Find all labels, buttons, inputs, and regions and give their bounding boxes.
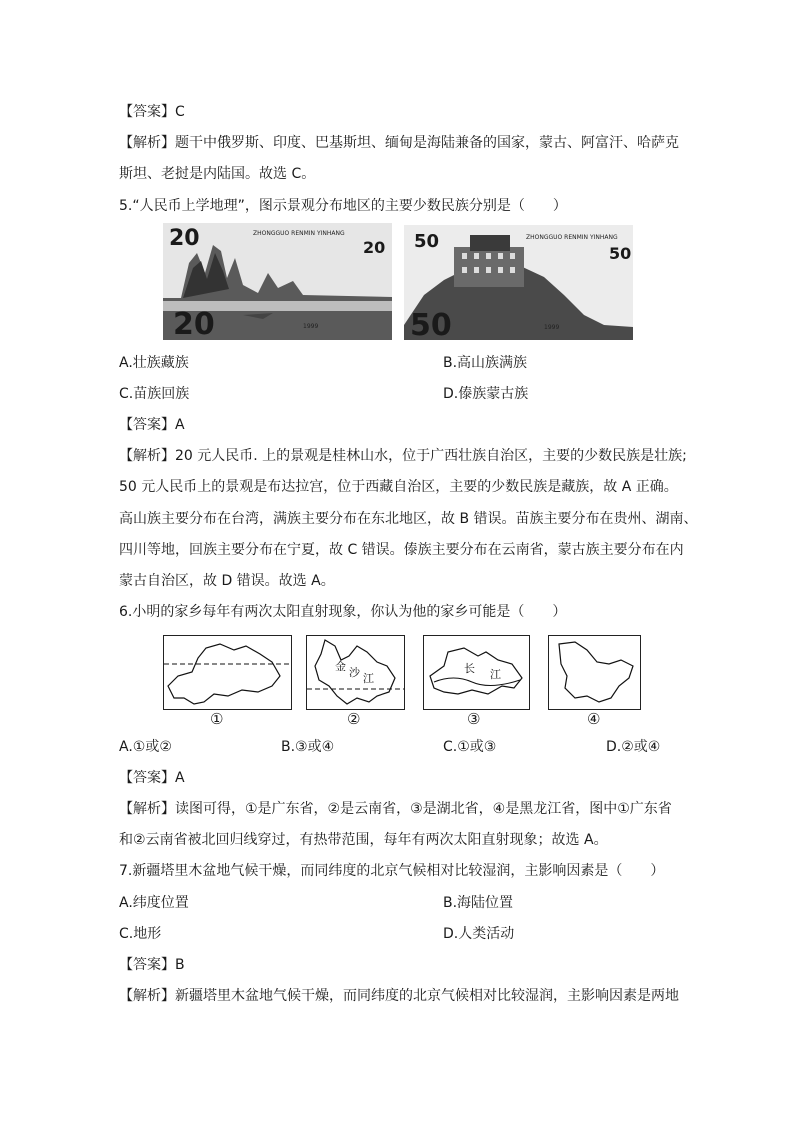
q4-analysis-line-1: 【解析】题干中俄罗斯、印度、巴基斯坦、缅甸是海陆兼备的国家，蒙古、阿富汗、哈萨克 xyxy=(119,135,679,151)
map-3-label: ③ xyxy=(467,710,481,728)
q5-option-c: C.苗族回族 xyxy=(119,386,190,402)
map-2-text-sha: 沙 xyxy=(349,666,360,679)
map-3-text-jiang: 江 xyxy=(490,668,501,681)
q6-analysis-line-1: 【解析】读图可得，①是广东省，②是云南省，③是湖北省，④是黑龙江省，图中①广东省 xyxy=(119,801,672,817)
q5-analysis-line-2: 50 元人民币上的景观是布达拉宫，位于西藏自治区，主要的少数民族是藏族，故 A 正确。 xyxy=(119,479,678,495)
banknote-20-image xyxy=(163,223,392,340)
map-1-label: ① xyxy=(210,710,224,728)
q5-answer: 【答案】A xyxy=(119,417,185,433)
map-2-text-jiang: 江 xyxy=(363,672,374,685)
q5-analysis-line-5: 蒙古自治区，故 D 错误。故选 A。 xyxy=(119,573,335,589)
note50-denom-right: 50 xyxy=(609,244,632,263)
q6-question: 6.小明的家乡每年有两次太阳直射现象，你认为他的家乡可能是（ ） xyxy=(119,604,567,620)
map-1-guangdong xyxy=(163,635,292,710)
q4-answer: 【答案】C xyxy=(119,104,185,120)
q6-option-c: C.①或③ xyxy=(443,739,497,755)
q6-answer: 【答案】A xyxy=(119,770,185,786)
map-2-text-jin: 金 xyxy=(335,660,346,673)
map-3-hubei xyxy=(423,635,530,710)
q5-option-d: D.傣族蒙古族 xyxy=(443,386,529,402)
q6-option-b: B.③或④ xyxy=(281,739,335,755)
note20-denom-top: 20 xyxy=(169,226,200,251)
q6-option-d: D.②或④ xyxy=(606,739,661,755)
note50-bank-name: ZHONGGUO RENMIN YINHANG xyxy=(526,234,618,241)
map-4-label: ④ xyxy=(587,710,601,728)
map-4-heilongjiang xyxy=(548,635,641,710)
note50-year: 1999 xyxy=(544,324,560,331)
q6-analysis-line-2: 和②云南省被北回归线穿过，有热带范围，每年有两次太阳直射现象；故选 A。 xyxy=(119,832,608,848)
q7-option-d: D.人类活动 xyxy=(443,926,515,942)
q7-option-b: B.海陆位置 xyxy=(443,895,514,911)
note50-denom-bottom: 50 xyxy=(410,308,452,340)
q5-question: 5.“人民币上学地理”，图示景观分布地区的主要少数民族分别是（ ） xyxy=(119,198,567,214)
note20-denom-bottom: 20 xyxy=(173,307,215,340)
q5-option-b: B.高山族满族 xyxy=(443,355,528,371)
banknote-50-illustration xyxy=(404,225,633,340)
q5-analysis-line-1: 【解析】20 元人民币. 上的景观是桂林山水，位于广西壮族自治区，主要的少数民族是壮族; xyxy=(119,448,687,464)
map-3-text-chang: 长 xyxy=(464,662,475,675)
q7-option-a: A.纬度位置 xyxy=(119,895,189,911)
note20-year: 1999 xyxy=(303,323,319,330)
q5-analysis-line-3: 高山族主要分布在台湾，满族主要分布在东北地区，故 B 错误。苗族主要分布在贵州、湖南、 xyxy=(119,511,698,527)
map-2-yunnan xyxy=(306,635,405,710)
banknote-50-image xyxy=(404,225,633,340)
map-2-label: ② xyxy=(347,710,361,728)
q7-analysis-line-1: 【解析】新疆塔里木盆地气候干燥，而同纬度的北京气候相对比较湿润，主影响因素是两地 xyxy=(119,988,679,1004)
q7-option-c: C.地形 xyxy=(119,926,162,942)
note20-denom-right: 20 xyxy=(363,238,386,257)
note20-bank-name: ZHONGGUO RENMIN YINHANG xyxy=(253,230,345,237)
banknote-20-illustration xyxy=(163,223,392,340)
q4-analysis-line-2: 斯坦、老挝是内陆国。故选 C。 xyxy=(119,166,316,182)
q5-analysis-line-4: 四川等地，回族主要分布在宁夏，故 C 错误。傣族主要分布在云南省，蒙古族主要分布在内 xyxy=(119,542,684,558)
note50-denom-top: 50 xyxy=(414,231,440,252)
q5-option-a: A.壮族藏族 xyxy=(119,355,189,371)
q6-option-a: A.①或② xyxy=(119,739,172,755)
q7-answer: 【答案】B xyxy=(119,957,185,973)
q7-question: 7.新疆塔里木盆地气候干燥，而同纬度的北京气候相对比较湿润，主影响因素是（ ） xyxy=(119,863,665,879)
